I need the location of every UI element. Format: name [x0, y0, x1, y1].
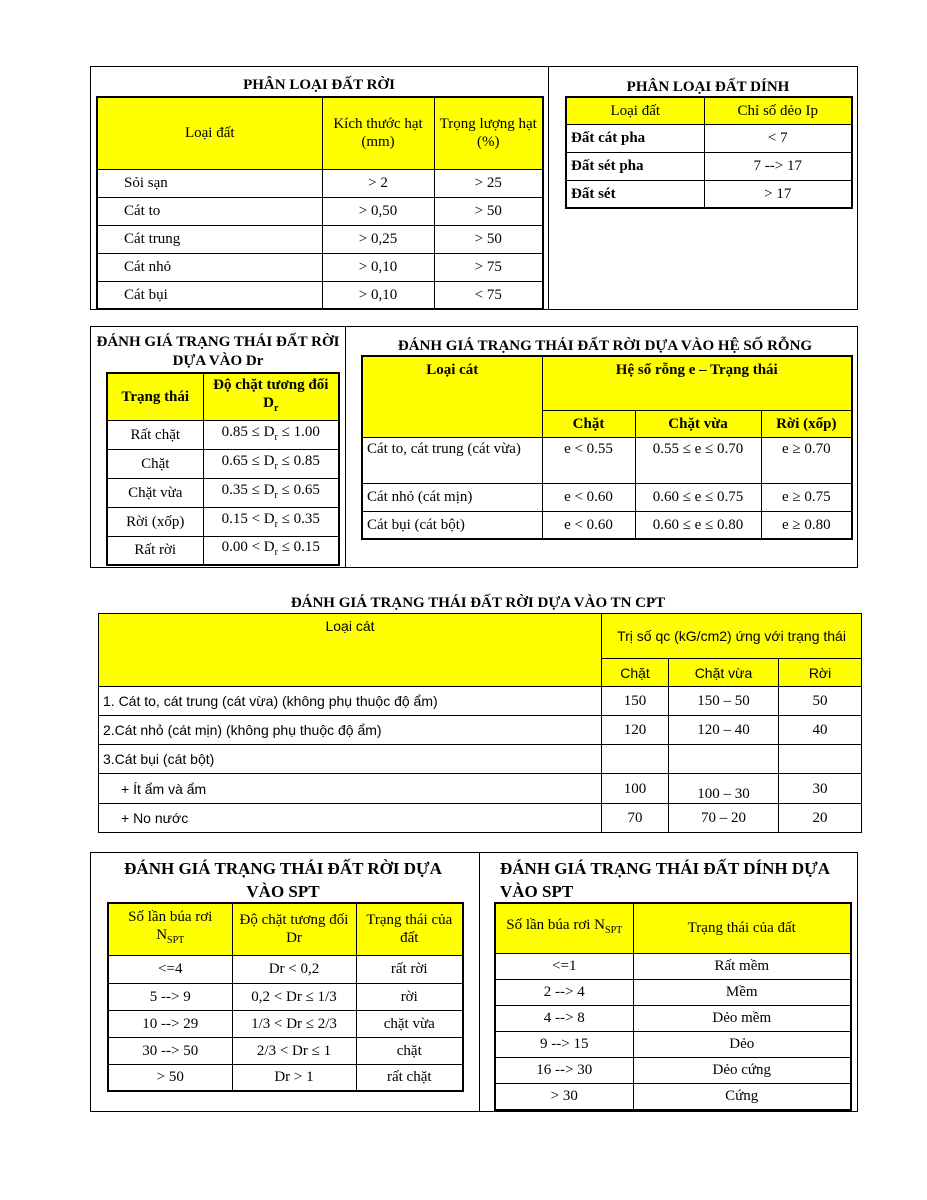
table-row	[107, 536, 339, 565]
table-row	[97, 253, 543, 281]
table-row	[362, 483, 852, 511]
table-row	[108, 955, 463, 983]
table-row	[362, 511, 852, 539]
table-4-void-ratio-state	[361, 355, 853, 540]
section-1-divider	[548, 66, 549, 310]
table-5-subheader-cell: Chặt	[602, 659, 669, 687]
table-cell: > 50	[434, 197, 543, 225]
table-3-dr-state	[106, 372, 340, 566]
cell-sub: r	[274, 431, 278, 443]
table-cell: 0.60 ≤ e ≤ 0.75	[635, 483, 761, 511]
table-cell: Mềm	[633, 979, 851, 1005]
table-cell: e ≥ 0.70	[761, 437, 852, 483]
table-cell: > 50	[108, 1064, 232, 1091]
table-cell: Đất cát pha	[566, 124, 704, 152]
table-row	[495, 1083, 851, 1110]
table-5-subheader-cell: Chặt vừa	[669, 659, 779, 687]
table-7-header-row	[495, 903, 851, 953]
table-cell: Cứng	[633, 1083, 851, 1110]
table-cell	[203, 449, 339, 478]
table-4-header-group: Hệ số rỗng e – Trạng thái	[542, 356, 852, 410]
cell-part: 0.85 ≤ D	[221, 423, 275, 440]
cell-sub: r	[274, 489, 278, 501]
table-cell: Cát nhỏ	[97, 253, 322, 281]
table-1-header-cell: Kích thước hạt (mm)	[322, 97, 434, 169]
table-7-spt-cohesive-soil	[494, 902, 852, 1111]
table-cell: > 50	[434, 225, 543, 253]
table-5-header-row	[99, 614, 862, 659]
table-cell: 30	[779, 774, 862, 804]
table-cell: Dẻo	[633, 1031, 851, 1057]
table-cell: 16 --> 30	[495, 1057, 633, 1083]
table-4-header-cell: Loại cát	[362, 356, 542, 437]
table-cell: Cát nhỏ (cát mịn)	[362, 483, 542, 511]
table-row	[107, 420, 339, 449]
table-2-header-cell: Loại đất	[566, 97, 704, 124]
table-cell: Dr < 0,2	[232, 955, 356, 983]
table-cell: 2.Cát nhỏ (cát mịn) (không phụ thuộc độ ẩm)	[99, 716, 602, 745]
table-cell: + Ít ẩm và ẩm	[99, 774, 602, 804]
table-cell: e < 0.55	[542, 437, 635, 483]
cell-sub: r	[274, 460, 278, 472]
table-cell: 9 --> 15	[495, 1031, 633, 1057]
table-3-header-row	[107, 373, 339, 420]
table-6-spt-loose-soil	[107, 902, 464, 1092]
table-cell: 30 --> 50	[108, 1037, 232, 1064]
table-3-header-cell: Trạng thái	[107, 373, 203, 420]
table-6-header-sub: SPT	[167, 935, 185, 947]
table-cell: Dẻo mềm	[633, 1005, 851, 1031]
table-cell	[203, 536, 339, 565]
table-row	[108, 1037, 463, 1064]
table-row	[495, 1057, 851, 1083]
table-cell: 3.Cát bụi (cát bột)	[99, 745, 602, 774]
table-cell: 40	[779, 716, 862, 745]
table-cell: Đất sét pha	[566, 152, 704, 180]
table-cell: 150	[602, 687, 669, 716]
table-row	[495, 1031, 851, 1057]
table-4-header-row	[362, 356, 852, 410]
table-5-cpt-state	[98, 613, 862, 833]
table-row	[107, 478, 339, 507]
table-cell: 1. Cát to, cát trung (cát vừa) (không phụ thuộc độ ẩm)	[99, 687, 602, 716]
table-cell: < 7	[704, 124, 852, 152]
table-2-title: PHÂN LOẠI ĐẤT DÍNH	[626, 79, 790, 95]
table-cell: <=4	[108, 955, 232, 983]
table-row	[99, 716, 862, 745]
table-cell: Cát to, cát trung (cát vừa)	[362, 437, 542, 483]
cell-sub: r	[274, 547, 278, 559]
table-6-header-text: Số lần búa rơi N	[128, 909, 213, 944]
table-cell: 10 --> 29	[108, 1010, 232, 1037]
table-cell	[779, 745, 862, 774]
table-row	[495, 953, 851, 979]
table-2-cohesive-soil-classification	[565, 96, 853, 209]
table-row	[97, 197, 543, 225]
table-2-header-row	[566, 97, 852, 124]
table-4-title: ĐÁNH GIÁ TRẠNG THÁI ĐẤT RỜI DỰA VÀO HỆ SỐ RỖNG	[397, 338, 813, 354]
table-cell: Sỏi sạn	[97, 169, 322, 197]
table-cell: 70 – 20	[669, 804, 779, 833]
table-5-header-cell: Loại cát	[99, 614, 602, 687]
table-cell: 2 --> 4	[495, 979, 633, 1005]
cell-part: ≤ 1.00	[277, 423, 320, 440]
table-7-header-cell: Trạng thái của đất	[633, 903, 851, 953]
table-3-header-text: Độ chặt tương đối D	[213, 376, 329, 411]
table-cell: 7 --> 17	[704, 152, 852, 180]
cell-part: ≤ 0.65	[277, 481, 320, 498]
table-cell: + No nước	[99, 804, 602, 833]
table-row	[362, 437, 852, 483]
table-cell: e < 0.60	[542, 511, 635, 539]
table-1-header-cell: Loại đất	[97, 97, 322, 169]
table-cell: chặt vừa	[356, 1010, 463, 1037]
table-cell: 120	[602, 716, 669, 745]
table-cell	[602, 745, 669, 774]
table-cell: Đất sét	[566, 180, 704, 208]
table-cell: <=1	[495, 953, 633, 979]
table-cell: 120 – 40	[669, 716, 779, 745]
table-cell: > 25	[434, 169, 543, 197]
table-cell: Rất mềm	[633, 953, 851, 979]
table-5-subheader-cell: Rời	[779, 659, 862, 687]
table-cell: 4 --> 8	[495, 1005, 633, 1031]
section-2-divider	[345, 326, 346, 568]
table-5-title: ĐÁNH GIÁ TRẠNG THÁI ĐẤT RỜI DỰA VÀO TN CPT	[290, 595, 666, 611]
table-cell: Rất rời	[107, 536, 203, 565]
table-3-title	[96, 333, 340, 371]
table-cell: > 2	[322, 169, 434, 197]
table-cell: < 75	[434, 281, 543, 309]
table-cell: 0.55 ≤ e ≤ 0.70	[635, 437, 761, 483]
table-1-header-row	[97, 97, 543, 169]
table-7-header-text: Số lần búa rơi N	[506, 917, 606, 934]
table-cell: > 75	[434, 253, 543, 281]
table-cell: > 0,10	[322, 253, 434, 281]
table-cell: Dr > 1	[232, 1064, 356, 1091]
table-row	[97, 281, 543, 309]
table-cell: Cát trung	[97, 225, 322, 253]
table-cell: > 0,25	[322, 225, 434, 253]
table-cell	[669, 745, 779, 774]
table-cell: Rất chặt	[107, 420, 203, 449]
table-row	[566, 180, 852, 208]
cell-part: 0.00 < D	[221, 539, 275, 556]
table-6-header-row	[108, 903, 463, 955]
table-cell	[203, 420, 339, 449]
table-cell	[203, 507, 339, 536]
table-cell: Cát to	[97, 197, 322, 225]
table-cell: > 0,10	[322, 281, 434, 309]
table-row	[108, 983, 463, 1010]
table-cell: e ≥ 0.75	[761, 483, 852, 511]
table-6-header-cell: Độ chặt tương đối Dr	[232, 903, 356, 955]
table-cell: 0.60 ≤ e ≤ 0.80	[635, 511, 761, 539]
table-row	[97, 225, 543, 253]
cell-part: ≤ 0.15	[277, 539, 320, 556]
table-row	[99, 804, 862, 833]
cell-part: ≤ 0.35	[277, 510, 320, 527]
table-cell: Chặt vừa	[107, 478, 203, 507]
table-row	[97, 169, 543, 197]
table-cell: rất rời	[356, 955, 463, 983]
table-2-header-cell: Chỉ số dẻo Ip	[704, 97, 852, 124]
table-cell: 100 – 30	[669, 774, 779, 804]
table-row	[566, 152, 852, 180]
table-cell: Cát bụi	[97, 281, 322, 309]
table-cell: e < 0.60	[542, 483, 635, 511]
table-7-header-sub: SPT	[605, 925, 623, 937]
cell-part: 0.65 ≤ D	[221, 452, 275, 469]
cell-part: 0.35 ≤ D	[221, 481, 275, 498]
table-cell: > 0,50	[322, 197, 434, 225]
table-cell: rời	[356, 983, 463, 1010]
table-cell: rất chặt	[356, 1064, 463, 1091]
table-3-title-text: ĐÁNH GIÁ TRẠNG THÁI ĐẤT RỜI DỰA VÀO Dr	[96, 334, 340, 369]
table-4-subheader-cell: Rời (xốp)	[761, 410, 852, 437]
table-row	[108, 1064, 463, 1091]
table-1-loose-soil-classification	[96, 96, 544, 310]
table-cell: 0,2 < Dr ≤ 1/3	[232, 983, 356, 1010]
cell-part: 0.15 < D	[221, 510, 275, 527]
cell-sub: r	[274, 518, 278, 530]
cell-part: ≤ 0.85	[277, 452, 320, 469]
table-7-header-cell	[495, 903, 633, 953]
table-row	[495, 1005, 851, 1031]
section-4-divider	[479, 852, 480, 1112]
table-cell: Cát bụi (cát bột)	[362, 511, 542, 539]
table-cell: 70	[602, 804, 669, 833]
table-4-subheader-cell: Chặt vừa	[635, 410, 761, 437]
table-3-header-sub: r	[273, 402, 279, 414]
table-row	[99, 745, 862, 774]
table-6-header-cell: Trạng thái của đất	[356, 903, 463, 955]
table-cell: 20	[779, 804, 862, 833]
table-row	[107, 507, 339, 536]
table-cell: e ≥ 0.80	[761, 511, 852, 539]
table-cell: 50	[779, 687, 862, 716]
table-7-title: ĐÁNH GIÁ TRẠNG THÁI ĐẤT DÍNH DỰA VÀO SPT	[500, 859, 830, 901]
table-row	[566, 124, 852, 152]
table-row	[495, 979, 851, 1005]
table-cell: 1/3 < Dr ≤ 2/3	[232, 1010, 356, 1037]
table-cell: 5 --> 9	[108, 983, 232, 1010]
table-row	[108, 1010, 463, 1037]
table-cell: 150 – 50	[669, 687, 779, 716]
table-6-header-cell	[108, 903, 232, 955]
table-cell: Chặt	[107, 449, 203, 478]
table-1-title: PHÂN LOẠI ĐẤT RỜI	[243, 77, 395, 93]
table-cell: > 17	[704, 180, 852, 208]
table-cell: 2/3 < Dr ≤ 1	[232, 1037, 356, 1064]
table-cell: Dẻo cứng	[633, 1057, 851, 1083]
table-6-title: ĐÁNH GIÁ TRẠNG THÁI ĐẤT RỜI DỰA VÀO SPT	[124, 859, 442, 901]
table-4-subheader-cell: Chặt	[542, 410, 635, 437]
table-cell: > 30	[495, 1083, 633, 1110]
table-cell	[203, 478, 339, 507]
table-row	[99, 687, 862, 716]
table-3-header-cell	[203, 373, 339, 420]
table-1-header-cell: Trọng lượng hạt (%)	[434, 97, 543, 169]
table-cell: 100	[602, 774, 669, 804]
table-5-header-group: Trị số qc (kG/cm2) ứng với trạng thái	[602, 614, 862, 659]
table-row	[99, 774, 862, 804]
table-cell: chặt	[356, 1037, 463, 1064]
table-cell: Rời (xốp)	[107, 507, 203, 536]
table-row	[107, 449, 339, 478]
